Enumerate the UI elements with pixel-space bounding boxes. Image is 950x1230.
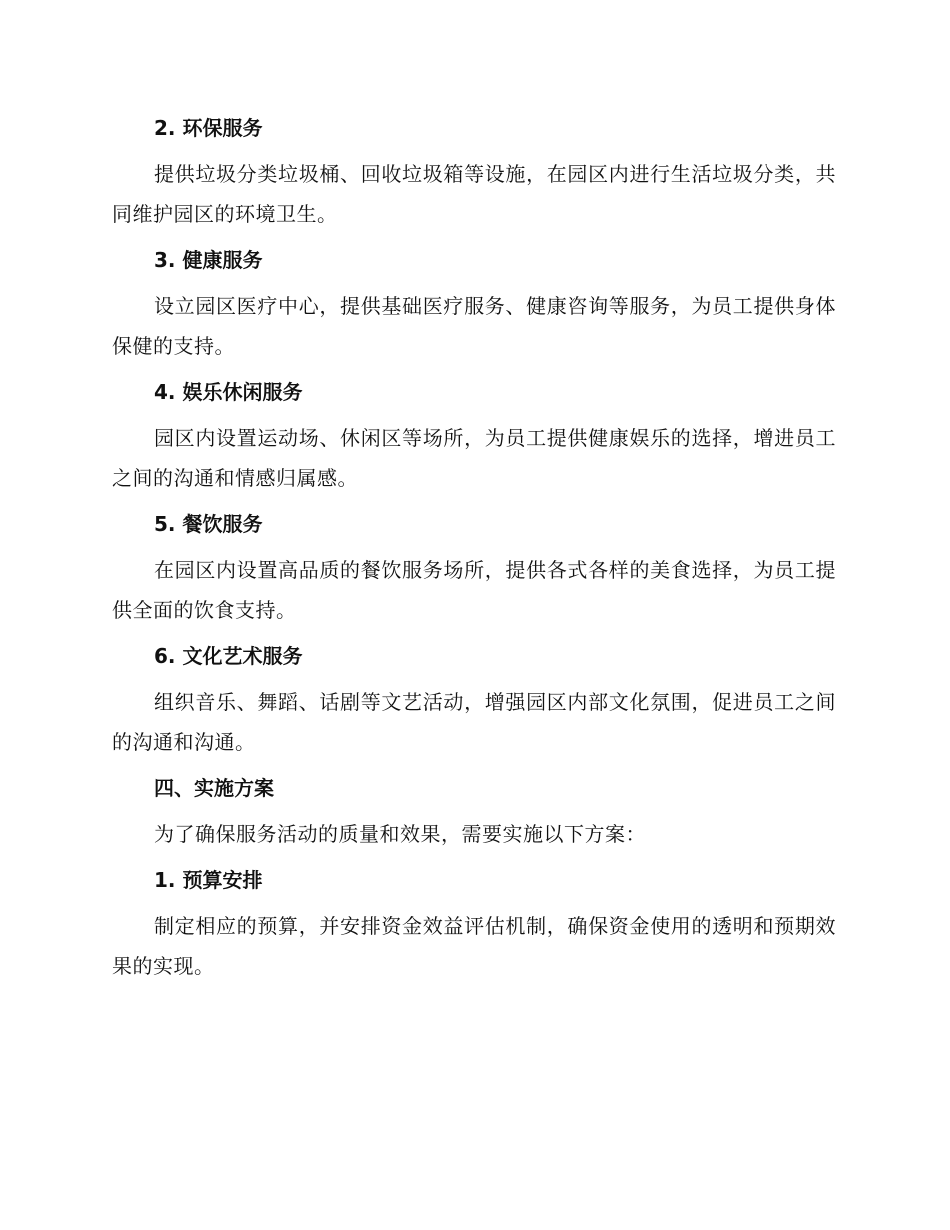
section-health	[112, 240, 836, 366]
section-heading: 6. 文化艺术服务	[154, 644, 303, 668]
section-paragraph: 提供垃圾分类垃圾桶、回收垃圾箱等设施，在园区内进行生活垃圾分类，共同维护园区的环境卫生。	[112, 162, 836, 226]
section-environment	[112, 108, 836, 234]
document-body	[112, 108, 836, 992]
section-heading: 3. 健康服务	[154, 248, 263, 272]
section-paragraph: 设立园区医疗中心，提供基础医疗服务、健康咨询等服务，为员工提供身体保健的支持。	[112, 294, 836, 358]
section-paragraph: 为了确保服务活动的质量和效果，需要实施以下方案：	[154, 822, 646, 846]
section-paragraph: 制定相应的预算，并安排资金效益评估机制，确保资金使用的透明和预期效果的实现。	[112, 914, 836, 978]
section-heading: 四、实施方案	[154, 776, 274, 800]
section-culture-arts	[112, 636, 836, 762]
section-implementation-plan	[112, 768, 836, 854]
section-recreation	[112, 372, 836, 498]
section-heading: 4. 娱乐休闲服务	[154, 380, 303, 404]
section-paragraph: 在园区内设置高品质的餐饮服务场所，提供各式各样的美食选择，为员工提供全面的饮食支持。	[112, 558, 836, 622]
section-heading: 2. 环保服务	[154, 116, 263, 140]
section-heading: 5. 餐饮服务	[154, 512, 263, 536]
section-heading: 1. 预算安排	[154, 868, 263, 892]
section-budget	[112, 860, 836, 986]
section-paragraph: 园区内设置运动场、休闲区等场所，为员工提供健康娱乐的选择，增进员工之间的沟通和情感归属感。	[112, 426, 836, 490]
section-paragraph: 组织音乐、舞蹈、话剧等文艺活动，增强园区内部文化氛围，促进员工之间的沟通和沟通。	[112, 690, 836, 754]
section-dining	[112, 504, 836, 630]
